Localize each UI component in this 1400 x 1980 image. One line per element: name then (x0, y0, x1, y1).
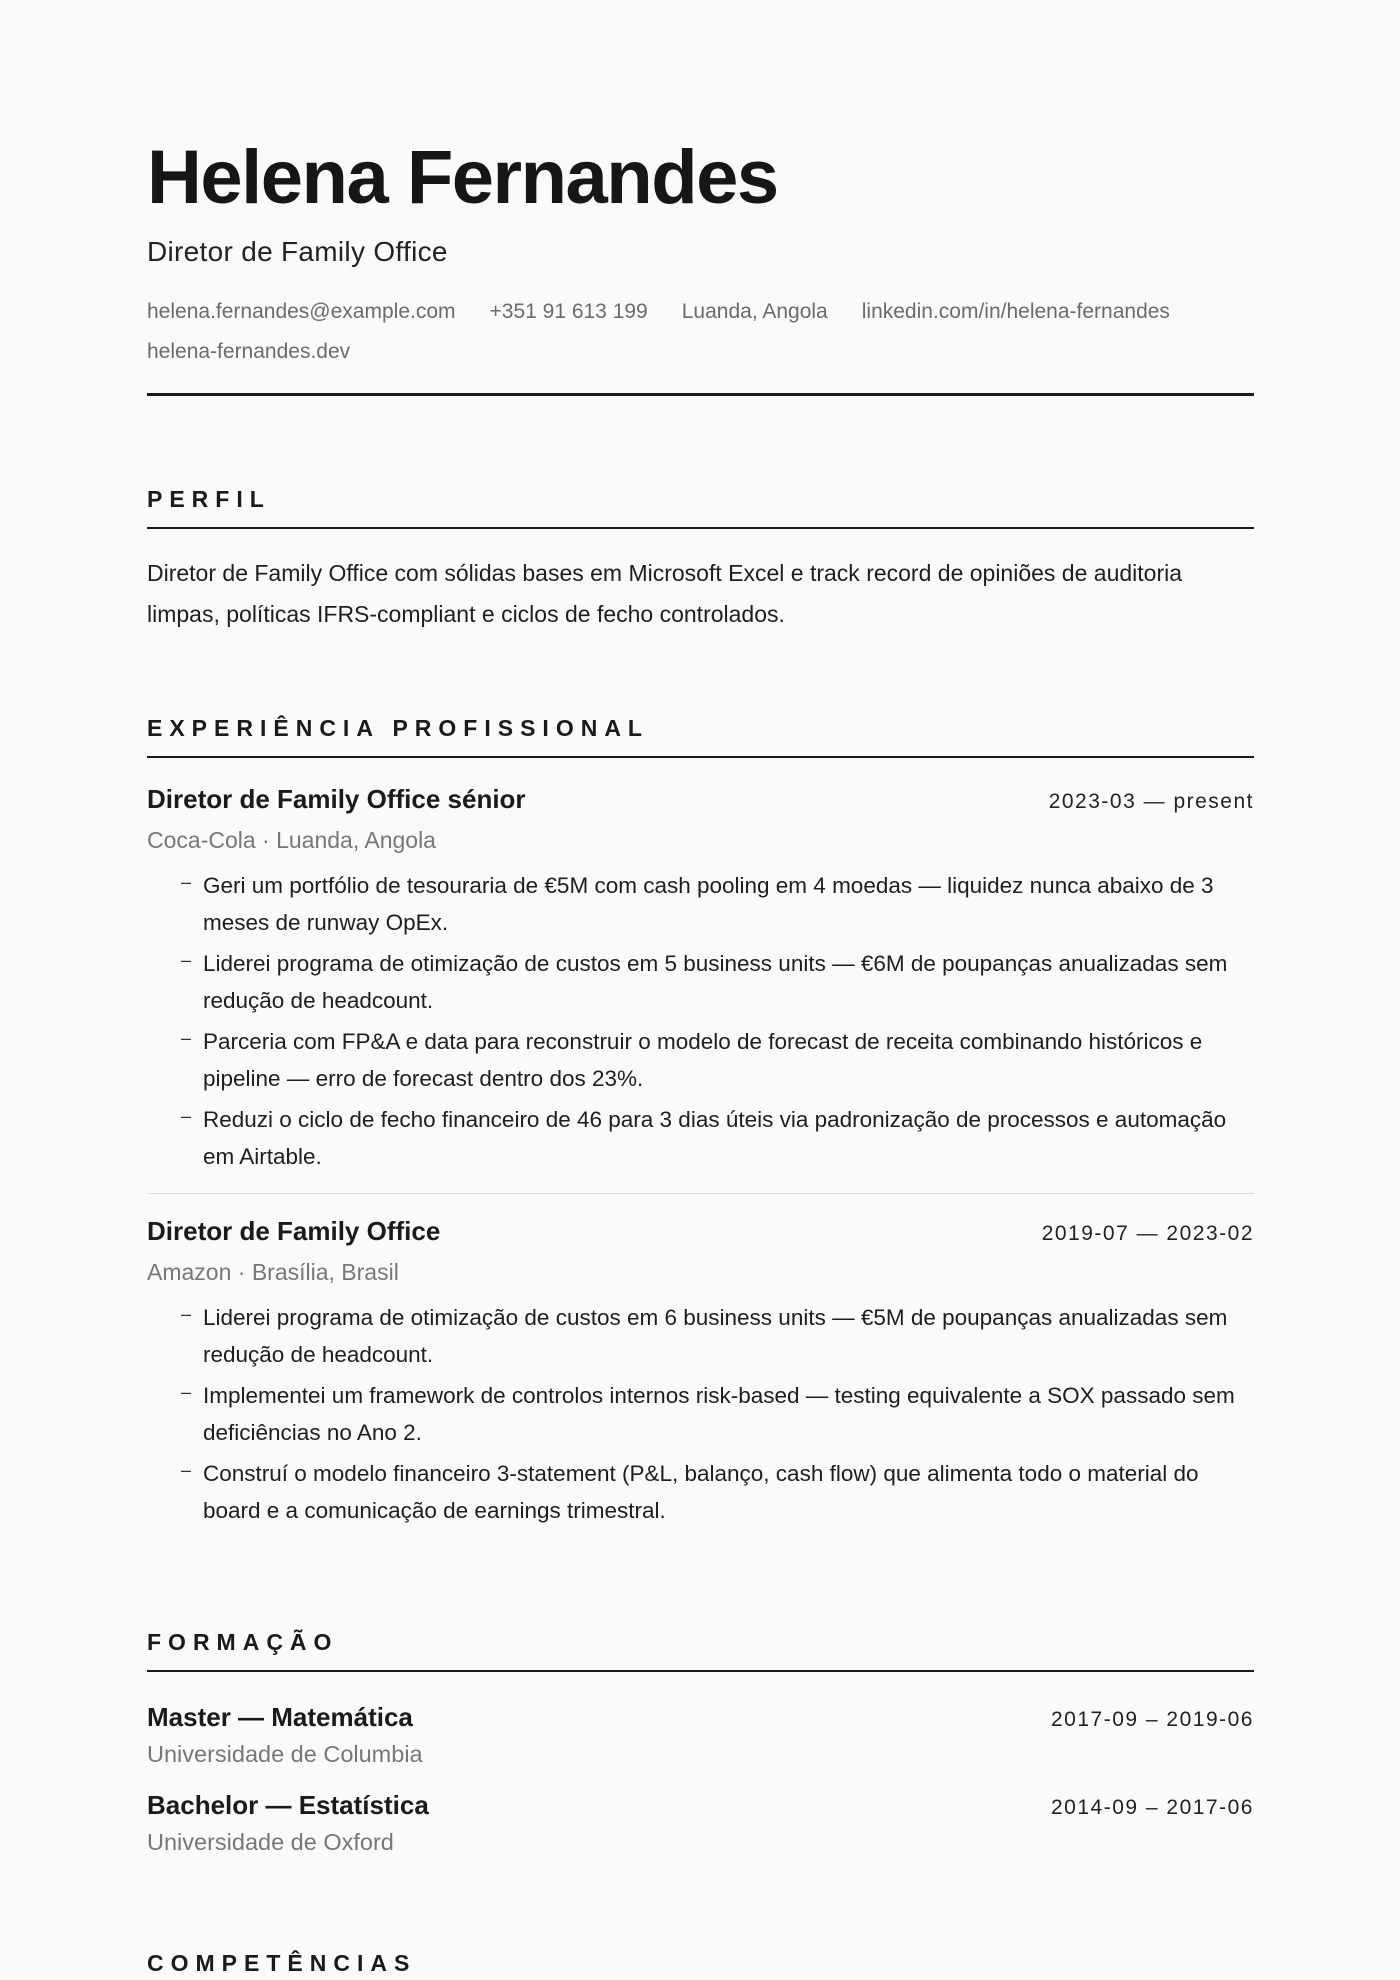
skills-section (147, 1950, 1254, 1980)
education-dates: 2014-09 – 2017-06 (1051, 1796, 1254, 1819)
header-divider (147, 393, 1254, 396)
job-bullet: – Reduzi o ciclo de fecho financeiro de 46 para 3 dias úteis via padronização de processos e automação em Airtable. (181, 1102, 1254, 1175)
job-title: Diretor de Family Office (147, 1216, 441, 1246)
contact-email[interactable]: helena.fernandes@example.com (147, 300, 456, 323)
education-school: Universidade de Columbia (147, 1741, 423, 1767)
education-heading: FORMAÇÃO (147, 1629, 1254, 1672)
job-header (147, 784, 1254, 815)
job-bullets (147, 1300, 1254, 1529)
job-entry (147, 1193, 1254, 1529)
education-dates: 2017-09 – 2019-06 (1051, 1708, 1254, 1731)
profile-section (147, 486, 1254, 635)
job-entry (147, 784, 1254, 1175)
job-dates: 2023-03 — present (1048, 790, 1254, 813)
experience-heading: EXPERIÊNCIA PROFISSIONAL (147, 715, 1254, 758)
candidate-name: Helena Fernandes (147, 135, 778, 220)
job-company: Coca-Cola · Luanda, Angola (147, 827, 436, 853)
education-section (147, 1629, 1254, 1856)
education-entry (147, 1702, 1254, 1768)
job-bullet: – Parceria com FP&A e data para reconstruir o modelo de forecast de receita combinando históricos e pipeline — erro de forecast dentro dos 23%. (181, 1024, 1254, 1097)
job-dates: 2019-07 — 2023-02 (1041, 1222, 1254, 1245)
education-school: Universidade de Oxford (147, 1829, 394, 1855)
job-header (147, 1216, 1254, 1247)
profile-heading: PERFIL (147, 486, 1254, 529)
job-bullet: – Construí o modelo financeiro 3-statement (P&L, balanço, cash flow) que alimenta todo o material do board e a comunicação de earnings trimestral. (181, 1456, 1254, 1529)
contact-phone[interactable]: +351 91 613 199 (489, 300, 648, 323)
education-degree: Master — Matemática (147, 1702, 413, 1732)
job-bullets (147, 868, 1254, 1175)
job-title: Diretor de Family Office sénior (147, 784, 526, 814)
education-header (147, 1790, 1254, 1821)
candidate-role: Diretor de Family Office (147, 236, 448, 267)
skills-heading: COMPETÊNCIAS (147, 1950, 417, 1976)
job-company: Amazon · Brasília, Brasil (147, 1259, 399, 1285)
resume-header (147, 135, 1254, 396)
contact-website[interactable]: helena-fernandes.dev (147, 340, 351, 363)
job-bullet: – Liderei programa de otimização de custos em 5 business units — €6M de poupanças anualizadas sem redução de headcount. (181, 946, 1254, 1019)
education-entry (147, 1790, 1254, 1856)
job-bullet: – Implementei um framework de controlos internos risk-based — testing equivalente a SOX passado sem deficiências no Ano 2. (181, 1378, 1254, 1451)
profile-summary: Diretor de Family Office com sólidas bases em Microsoft Excel e track record de opiniões de auditoria limpas, políticas IFRS-compliant e ciclos de fecho controlados. (147, 560, 1183, 627)
job-bullet: – Geri um portfólio de tesouraria de €5M com cash pooling em 4 moedas — liquidez nunca abaixo de 3 meses de runway OpEx. (181, 868, 1254, 941)
contact-linkedin[interactable]: linkedin.com/in/helena-fernandes (861, 300, 1170, 323)
job-bullet: – Liderei programa de otimização de custos em 6 business units — €5M de poupanças anualizadas sem redução de headcount. (181, 1300, 1254, 1373)
education-degree: Bachelor — Estatística (147, 1790, 429, 1820)
contact-list (147, 292, 1254, 372)
education-header (147, 1702, 1254, 1733)
experience-section (147, 715, 1254, 1529)
contact-location: Luanda, Angola (681, 300, 828, 323)
